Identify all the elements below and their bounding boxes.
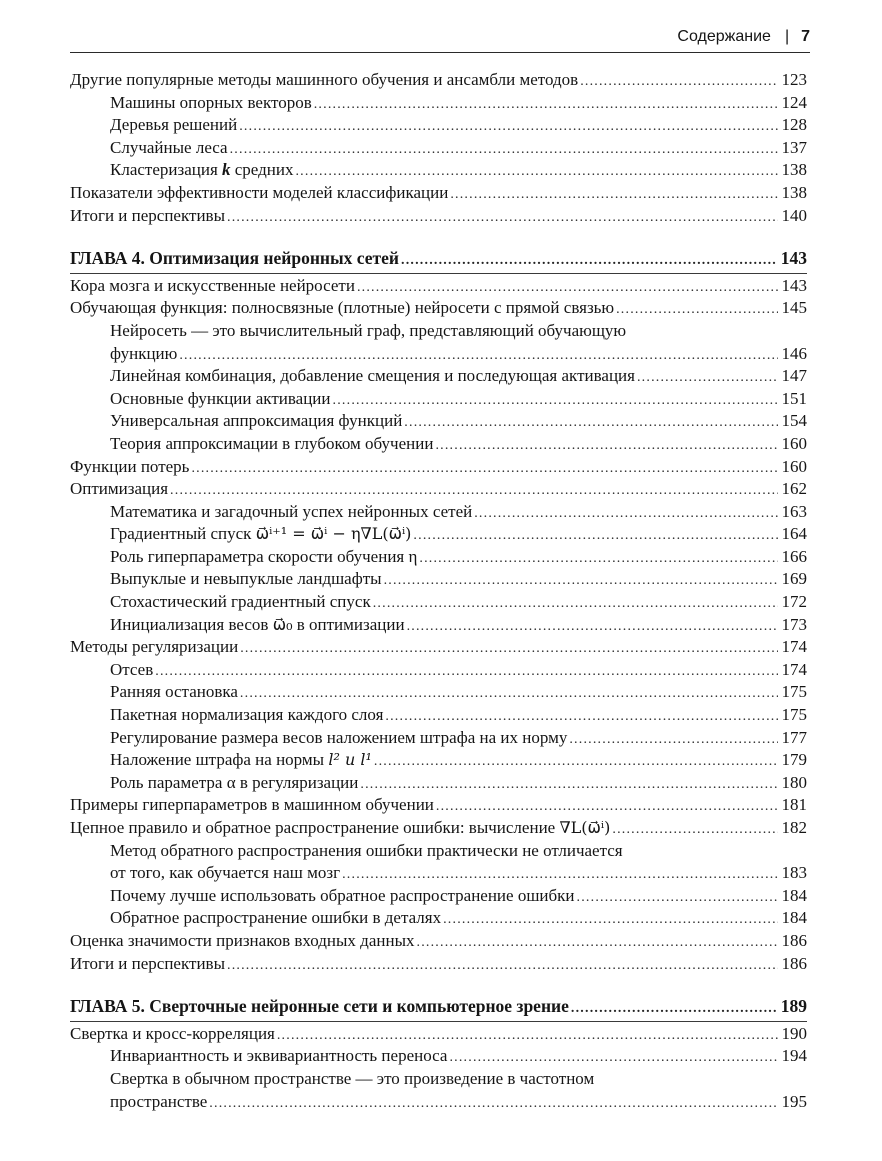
toc-entry-title: Другие популярные методы машинного обучения и ансамбли методов: [70, 70, 579, 89]
dot-leader: [612, 819, 777, 842]
toc-entry-title: Показатели эффективности моделей классификации: [70, 182, 449, 202]
toc-entry[interactable]: [70, 659, 807, 682]
toc-entry-title: [110, 523, 411, 546]
dot-leader: [374, 751, 778, 774]
toc-entry[interactable]: [70, 591, 807, 614]
toc-entry-title: Методы регуляризации: [70, 637, 239, 657]
toc-entry-page: 179: [781, 750, 807, 770]
toc-entry-page: 175: [781, 682, 807, 702]
toc-entry-title: Линейная комбинация, добавление смещения и последующая активация: [110, 366, 635, 386]
toc-entry-title: Оценка значимости признаков входных данных: [70, 930, 415, 950]
toc-entry[interactable]: [70, 69, 807, 92]
toc-entry-title: Регулирование размера весов наложением штрафа на их норму: [110, 727, 568, 747]
dot-leader: [413, 525, 777, 548]
toc-entry[interactable]: [70, 137, 807, 160]
toc-entry-title: Почему лучше использовать обратное распространение ошибки: [110, 885, 575, 905]
math-formula: ω⃗₀: [272, 614, 293, 634]
dot-leader: [407, 616, 778, 639]
toc-entry-page: 173: [781, 614, 807, 634]
toc-entry-title: [110, 614, 405, 637]
toc-entry-page: 140: [781, 205, 807, 225]
toc-entry-page: 174: [781, 637, 807, 657]
toc-entry-title: пространстве: [110, 1091, 208, 1111]
toc-entry-page: 123: [781, 70, 807, 89]
toc-entry[interactable]: [70, 343, 807, 366]
toc-entry-title: Обратное распространение ошибки в деталях: [110, 908, 442, 928]
dot-leader: [240, 638, 777, 661]
toc-entry-page: 137: [781, 137, 807, 157]
dot-leader: [360, 774, 777, 797]
toc-entry-page: 195: [781, 1091, 807, 1111]
header-page-number: 7: [801, 28, 810, 45]
toc-entry-page: 174: [781, 659, 807, 679]
dot-leader: [277, 1025, 778, 1048]
toc-entry-page: 128: [781, 115, 807, 135]
table-of-contents: [70, 69, 807, 1113]
toc-entry[interactable]: [70, 885, 807, 908]
dot-leader: [384, 570, 778, 593]
toc-entry-title: [110, 749, 372, 772]
toc-entry-title: от того, как обучается наш мозг: [110, 863, 341, 883]
toc-entry-page: 175: [781, 705, 807, 725]
dot-leader: [569, 729, 777, 752]
dot-leader: [357, 277, 778, 300]
toc-entry[interactable]: [70, 205, 807, 228]
toc-entry-title: Теория аппроксимации в глубоком обучении: [110, 433, 434, 453]
toc-entry[interactable]: [70, 568, 807, 591]
dot-leader: [450, 184, 777, 207]
toc-entry-title: Нейросеть — это вычислительный граф, представляющий обучающую: [110, 320, 627, 340]
toc-entry[interactable]: [70, 727, 807, 750]
dot-leader: [240, 683, 778, 706]
header-separator: |: [784, 28, 790, 45]
dot-leader: [227, 955, 778, 978]
toc-entry[interactable]: [70, 523, 807, 546]
toc-entry-title: Свертка в обычном пространстве — это произведение в частотном: [110, 1068, 595, 1088]
dot-leader: [155, 661, 777, 684]
dot-leader: [577, 887, 778, 910]
dot-leader: [314, 94, 778, 117]
toc-entry-title: Обучающая функция: полносвязные (плотные) нейросети с прямой связью: [70, 298, 615, 318]
toc-entry-title: Свертка и кросс-корреляция: [70, 1023, 275, 1043]
dot-leader: [417, 932, 778, 955]
dot-leader: [571, 998, 777, 1021]
chapter-title: ГЛАВА 4. Оптимизация нейронных сетей: [70, 248, 399, 269]
toc-entry-page: 138: [781, 160, 807, 180]
dot-leader: [373, 593, 778, 616]
title-part: в оптимизации: [292, 614, 405, 634]
toc-entry-page: 194: [781, 1046, 807, 1066]
toc-entry[interactable]: [70, 388, 807, 411]
toc-entry[interactable]: [70, 501, 807, 524]
toc-entry-page: 184: [781, 908, 807, 928]
dot-leader: [191, 458, 777, 481]
toc-entry[interactable]: [70, 1091, 807, 1114]
title-part: Цепное правило и обратное распространение ошибки: вычисление: [70, 818, 560, 837]
toc-entry[interactable]: [70, 365, 807, 388]
dot-leader: [342, 864, 777, 887]
dot-leader: [419, 548, 777, 571]
toc-entry[interactable]: [70, 410, 807, 433]
toc-entry[interactable]: [70, 1023, 807, 1046]
toc-entry-title: Метод обратного распространения ошибки практически не отличается: [110, 840, 623, 860]
toc-entry-title: Роль параметра α в регуляризации: [110, 772, 359, 792]
toc-entry[interactable]: [70, 749, 807, 772]
toc-entry-first-line[interactable]: [70, 840, 807, 863]
dot-leader: [401, 250, 777, 273]
chapter-divider: [70, 273, 807, 274]
spacer: [70, 227, 807, 247]
toc-entry[interactable]: [70, 114, 807, 137]
dot-leader: [385, 706, 777, 729]
toc-entry[interactable]: [70, 182, 807, 205]
toc-entry-page: 183: [781, 863, 807, 883]
dot-leader: [449, 1047, 777, 1070]
toc-entry-page: 124: [781, 92, 807, 112]
math-variable: k: [222, 160, 231, 180]
dot-leader: [179, 345, 777, 368]
toc-entry[interactable]: [70, 297, 807, 320]
toc-entry[interactable]: [70, 92, 807, 115]
toc-entry-title: Пакетная нормализация каждого слоя: [110, 705, 384, 725]
running-header: [70, 26, 810, 53]
chapter-divider: [70, 1021, 807, 1022]
toc-entry[interactable]: [70, 953, 807, 976]
toc-entry-page: 143: [781, 275, 807, 295]
toc-entry[interactable]: [70, 930, 807, 953]
toc-entry-page: 160: [781, 456, 807, 476]
toc-entry-title: Ранняя остановка: [110, 682, 238, 702]
toc-entry-page: 177: [781, 727, 807, 747]
toc-entry-title: [110, 159, 293, 182]
toc-entry[interactable]: [70, 478, 807, 501]
toc-entry-title: Случайные леса: [110, 137, 228, 157]
toc-chapter-entry[interactable]: [70, 247, 807, 270]
toc-entry[interactable]: [70, 275, 807, 298]
header-section-title: Содержание: [677, 28, 771, 45]
toc-entry-page: 172: [781, 592, 807, 612]
chapter-title: ГЛАВА 5. Сверточные нейронные сети и компьютерное зрение: [70, 996, 569, 1017]
toc-entry-first-line[interactable]: [70, 1068, 807, 1091]
dot-leader: [637, 367, 778, 390]
dot-leader: [435, 435, 777, 458]
toc-entry[interactable]: [70, 1045, 807, 1068]
toc-entry-page: 184: [781, 885, 807, 905]
dot-leader: [209, 1093, 777, 1116]
toc-entry-title: Отсев: [110, 659, 154, 679]
toc-entry-title: Выпуклые и невыпуклые ландшафты: [110, 569, 382, 589]
toc-entry-title: Итоги и перспективы: [70, 953, 225, 973]
toc-entry-title: Инвариантность и эквивариантность переноса: [110, 1046, 448, 1066]
toc-entry-page: 164: [781, 524, 807, 544]
title-part: Наложение штрафа на нормы: [110, 750, 329, 770]
toc-entry-title: Кора мозга и искусственные нейросети: [70, 275, 355, 295]
dot-leader: [436, 796, 778, 819]
toc-entry-page: 180: [781, 772, 807, 792]
toc-entry-title: Примеры гиперпараметров в машинном обучении: [70, 795, 434, 815]
title-part: средних: [230, 160, 294, 180]
dot-leader: [230, 139, 778, 162]
toc-entry[interactable]: [70, 704, 807, 727]
dot-leader: [616, 299, 777, 322]
toc-entry[interactable]: [70, 862, 807, 885]
toc-entry-page: 181: [781, 795, 807, 815]
math-formula: ω⃗ⁱ⁺¹ = ω⃗ⁱ − η∇L(ω⃗ⁱ): [255, 524, 412, 544]
toc-entry[interactable]: [70, 681, 807, 704]
toc-entry-title: Оптимизация: [70, 479, 169, 499]
toc-entry-title: Деревья решений: [110, 115, 238, 135]
toc-entry[interactable]: [70, 456, 807, 479]
dot-leader: [580, 71, 777, 94]
toc-entry-title: Основные функции активации: [110, 388, 331, 408]
title-part: Градиентный спуск: [110, 524, 256, 544]
toc-entry[interactable]: [70, 817, 807, 840]
toc-entry-title: Роль гиперпараметра скорости обучения η: [110, 546, 418, 566]
dot-leader: [474, 503, 777, 526]
toc-entry-title: функцию: [110, 343, 178, 363]
chapter-page: 189: [780, 996, 807, 1017]
toc-entry-page: 186: [781, 953, 807, 973]
toc-chapter-entry[interactable]: [70, 995, 807, 1018]
toc-entry[interactable]: [70, 636, 807, 659]
math-formula: l² и l¹: [328, 750, 372, 770]
toc-entry[interactable]: [70, 794, 807, 817]
dot-leader: [170, 480, 777, 503]
dot-leader: [443, 909, 777, 932]
toc-entry-page: 162: [781, 479, 807, 499]
toc-entry[interactable]: [70, 614, 807, 637]
toc-entry-title: Функции потерь: [70, 456, 190, 476]
toc-entry-page: 182: [781, 818, 807, 837]
toc-entry[interactable]: [70, 546, 807, 569]
toc-entry-page: 154: [781, 411, 807, 431]
toc-entry-page: 160: [781, 433, 807, 453]
toc-entry-first-line[interactable]: [70, 320, 807, 343]
toc-entry-page: 151: [781, 388, 807, 408]
toc-entry-title: Машины опорных векторов: [110, 92, 312, 112]
toc-entry-title: Итоги и перспективы: [70, 205, 225, 225]
toc-entry-title: Стохастический градиентный спуск: [110, 592, 371, 612]
toc-entry-title: Универсальная аппроксимация функций: [110, 411, 403, 431]
toc-entry-page: 145: [781, 298, 807, 318]
dot-leader: [295, 161, 777, 184]
toc-entry-page: 169: [781, 569, 807, 589]
math-formula: ∇L(ω⃗ⁱ): [559, 818, 611, 837]
dot-leader: [239, 116, 777, 139]
toc-entry-page: 186: [781, 930, 807, 950]
toc-entry[interactable]: [70, 772, 807, 795]
toc-entry-page: 166: [781, 546, 807, 566]
toc-entry-page: 138: [781, 182, 807, 202]
title-part: Кластеризация: [110, 160, 223, 180]
dot-leader: [333, 390, 778, 413]
dot-leader: [404, 412, 777, 435]
toc-entry[interactable]: [70, 159, 807, 182]
toc-entry-page: 190: [781, 1023, 807, 1043]
toc-entry-page: 147: [781, 366, 807, 386]
toc-entry[interactable]: [70, 433, 807, 456]
chapter-page: 143: [780, 248, 807, 269]
toc-entry-title: [70, 817, 610, 840]
title-part: Инициализация весов: [110, 614, 273, 634]
dot-leader: [227, 207, 778, 230]
toc-entry-title: Математика и загадочный успех нейронных сетей: [110, 501, 473, 521]
spacer: [70, 975, 807, 995]
toc-entry-page: 163: [781, 501, 807, 521]
toc-entry[interactable]: [70, 907, 807, 930]
toc-entry-page: 146: [781, 343, 807, 363]
